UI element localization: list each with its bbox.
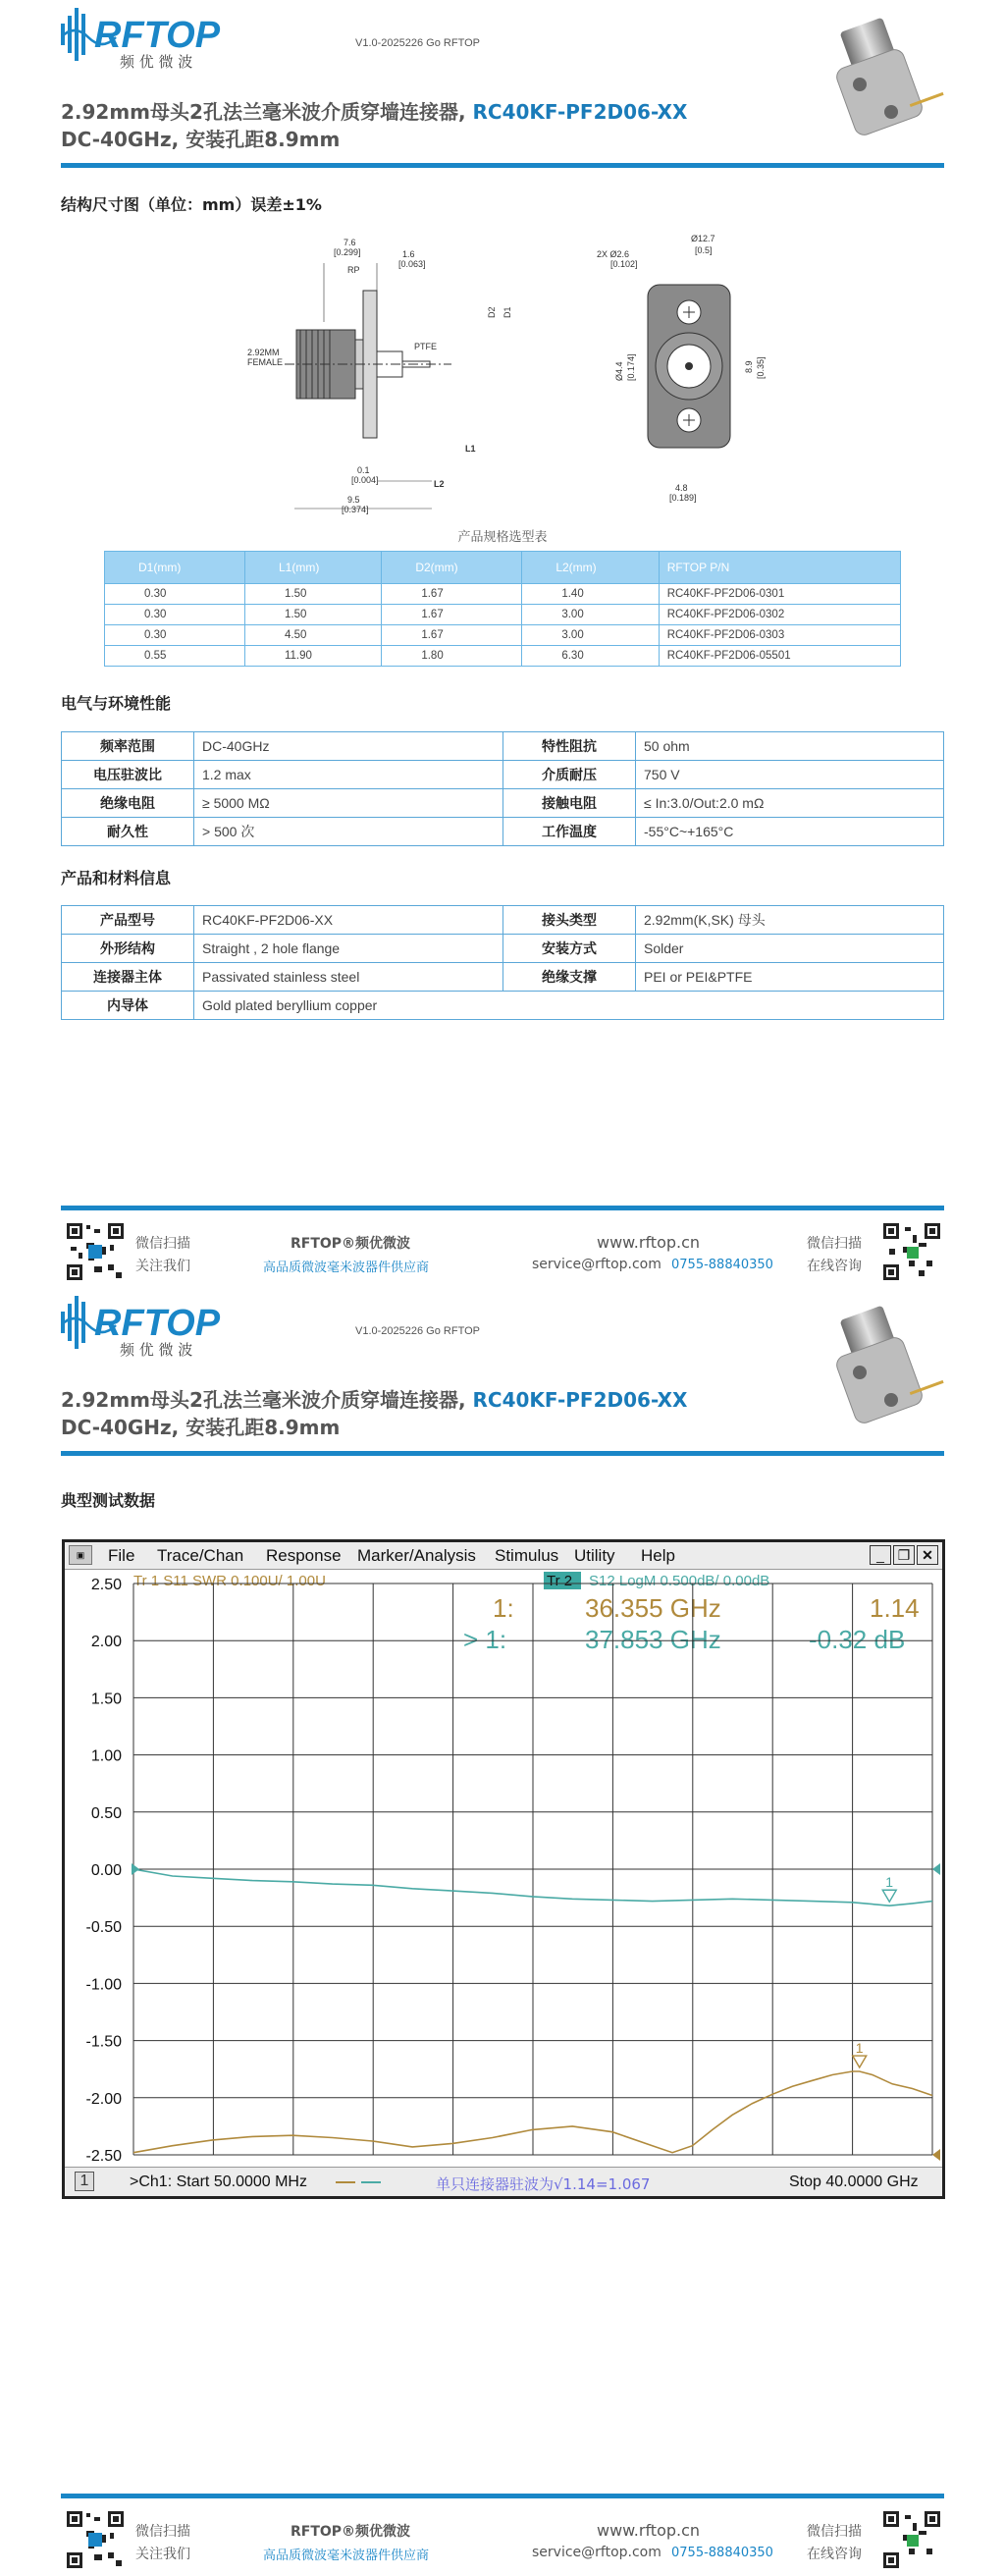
table-cell: 1.2 max [194,761,503,789]
table-cell: 1.40 [522,584,659,605]
table-cell: 6.30 [522,646,659,667]
footer-wechat-scan-right: 微信扫描 [807,2524,862,2540]
materials-table [61,905,944,1020]
table-cell: DC-40GHz [194,732,503,761]
footer-divider [61,2494,944,2498]
table-cell: 内导体 [62,992,194,1020]
table-cell: ≤ In:3.0/Out:2.0 mΩ [636,789,944,818]
dim-label: [0.174] [626,353,636,381]
table-row [62,992,944,1020]
table-cell: Passivated stainless steel [194,963,503,992]
dim-label: [0.063] [398,259,426,269]
electrical-table [61,731,944,846]
dim-label: [0.35] [756,356,766,379]
vna-screenshot [62,1539,945,2199]
table-cell: 1.50 [244,605,381,625]
table-cell: 2.92mm(K,SK) 母头 [636,906,944,935]
footer-wechat-scan-right: 微信扫描 [807,1236,862,1252]
table-cell: 4.50 [244,625,381,646]
column-header: RFTOP P/N [659,552,900,584]
footer-company: RFTOP®频优微波 [291,2524,411,2540]
brand-cn: 频 优 微 波 [120,1341,193,1359]
part-number: RC40KF-PF2D06-XX [472,100,688,124]
y-tick-label: -1.00 [85,1976,122,1994]
y-tick-label: 1.50 [90,1690,122,1708]
marker-1-freq: 36.355 GHz [585,1593,721,1623]
y-tick-label: -2.00 [85,2090,122,2108]
marker-triangle [853,2056,867,2067]
table-cell: 绝缘支撑 [503,963,636,992]
table-row [62,818,944,846]
vna-menu-file[interactable]: File [108,1546,135,1565]
footer-phone: 0755-88840350 [671,2546,773,2560]
y-tick-label: 1.00 [90,1747,122,1765]
reference-arrow [132,1863,139,1875]
product-image [822,1302,954,1429]
column-header: L1(mm) [244,552,381,584]
dim-label: FEMALE [247,357,284,367]
marker-1-label: 1: [493,1593,514,1623]
column-header: L2(mm) [522,552,659,584]
marker-2-value: -0.32 dB [809,1625,906,1654]
marker-triangle [882,1890,896,1902]
table-cell: 介质耐压 [503,761,636,789]
footer-follow-us: 关注我们 [135,2547,190,2562]
table-cell: 耐久性 [62,818,194,846]
footer-consult: 在线咨询 [807,2547,862,2562]
table-cell: 1.67 [382,584,522,605]
dim-label: [0.189] [669,493,697,503]
table-cell: 3.00 [522,625,659,646]
page-subtitle: DC-40GHz, 安装孔距8.9mm [61,1416,341,1439]
table-row [62,963,944,992]
table-row [105,646,901,667]
table-header-row [105,552,901,584]
start-frequency: >Ch1: Start 50.0000 MHz [130,2174,307,2190]
dim-label: PTFE [414,342,438,351]
table-row [105,625,901,646]
table-cell: 绝缘电阻 [62,789,194,818]
restore-icon[interactable]: ❐ [893,1545,915,1565]
product-image [822,14,954,141]
footer-divider [61,1206,944,1210]
status-note: 单只连接器驻波为√1.14=1.067 [436,2175,651,2193]
page-subtitle: DC-40GHz, 安装孔距8.9mm [61,128,341,151]
page-title: 2.92mm母头2孔法兰毫米波介质穿墙连接器, RC40KF-PF2D06-XX [61,100,688,124]
dim-label: 9.5 [347,495,360,505]
spec-table [104,551,901,667]
page-2 [0,1288,1005,2576]
stop-frequency: Stop 40.0000 GHz [789,2174,919,2190]
y-tick-label: 2.50 [90,1577,122,1593]
table-row [62,906,944,935]
header-divider [61,163,944,168]
qr-code-icon [65,1221,126,1282]
table-cell: 外形结构 [62,935,194,963]
dim-label: L2 [434,479,445,489]
footer-website-link[interactable]: www.rftop.cn [597,2521,701,2540]
vna-menu-response[interactable]: Response [266,1546,342,1565]
table-cell: RC40KF-PF2D06-0303 [659,625,900,646]
dim-label: [0.004] [351,475,379,485]
dim-label: Ø12.7 [691,234,715,243]
dim-label: D1 [502,306,512,318]
table-cell: 1.80 [382,646,522,667]
dim-label: 7.6 [344,238,356,247]
vna-menu-bar [65,1542,942,1570]
vna-chart [65,1570,942,2167]
dim-label: 1.6 [402,249,415,259]
part-number: RC40KF-PF2D06-XX [472,1388,688,1412]
footer-phone: 0755-88840350 [671,1258,773,1272]
vna-menu-stimulus[interactable]: Stimulus [495,1546,559,1565]
table-cell: 3.00 [522,605,659,625]
dim-label: [0.102] [610,259,638,269]
column-header: D1(mm) [105,552,245,584]
table-row [62,761,944,789]
reference-arrow [932,2149,940,2161]
footer-slogan: 高品质微波毫米波器件供应商 [263,1261,430,1275]
dimension-drawing [226,224,775,518]
table-cell: ≥ 5000 MΩ [194,789,503,818]
table-cell: 接触电阻 [503,789,636,818]
dim-label: D2 [487,306,497,318]
materials-heading: 产品和材料信息 [61,869,172,887]
table-cell: 工作温度 [503,818,636,846]
marker-2-freq: 37.853 GHz [585,1625,721,1654]
footer-wechat-scan: 微信扫描 [135,2524,190,2540]
trace-2-swatch [361,2181,381,2183]
brand-text: RFTOP [94,15,221,56]
page-title: 2.92mm母头2孔法兰毫米波介质穿墙连接器, RC40KF-PF2D06-XX [61,1388,688,1412]
rftop-logo [61,6,267,73]
brand-text: RFTOP [94,1303,221,1344]
test-heading: 典型测试数据 [61,1491,156,1510]
table-cell: Solder [636,935,944,963]
version-text: V1.0-2025226 Go RFTOP [355,37,480,49]
table-cell: 0.30 [105,625,245,646]
table-row [105,584,901,605]
y-tick-label: -0.50 [85,1919,122,1937]
dim-label: 0.1 [357,465,370,475]
minimize-icon[interactable]: _ [870,1545,891,1565]
table-cell: PEI or PEI&PTFE [636,963,944,992]
table-cell: 1.67 [382,625,522,646]
table-cell: 频率范围 [62,732,194,761]
vna-menu-help[interactable]: Help [641,1546,675,1565]
dim-label: L1 [465,444,476,454]
table-cell: 1.67 [382,605,522,625]
footer-slogan: 高品质微波毫米波器件供应商 [263,2549,430,2563]
y-tick-label: 2.00 [90,1634,122,1651]
y-tick-label: -2.50 [85,2148,122,2165]
channel-number[interactable]: 1 [75,2172,94,2191]
table-cell: 特性阻抗 [503,732,636,761]
vna-menu-marker-analysis[interactable]: Marker/Analysis [357,1546,476,1565]
footer-email-link[interactable]: service@rftop.com [532,2545,661,2560]
marker-number: 1 [855,2040,864,2057]
dim-label: 2X Ø2.6 [597,249,630,259]
table-cell: RC40KF-PF2D06-XX [194,906,503,935]
y-axis-ticks [86,1577,123,2165]
table-cell: 接头类型 [503,906,636,935]
table-cell: 安装方式 [503,935,636,963]
qr-code-icon [65,2509,126,2570]
qr-code-icon [881,2509,942,2570]
table-cell: 1.50 [244,584,381,605]
footer-follow-us: 关注我们 [135,1259,190,1274]
table-cell: RC40KF-PF2D06-0301 [659,584,900,605]
footer-email-link[interactable]: service@rftop.com [532,1257,661,1272]
table-cell: RC40KF-PF2D06-0302 [659,605,900,625]
drawing-heading: 结构尺寸图（单位：mm）误差±1% [61,195,322,214]
dim-label: 4.8 [675,483,688,493]
footer-wechat-scan: 微信扫描 [135,1236,190,1252]
table-cell: 电压驻波比 [62,761,194,789]
trace-2-label: S12 LogM 0.500dB/ 0.00dB [589,1573,770,1589]
header-divider [61,1451,944,1456]
marker-2-label: > 1: [463,1625,507,1654]
table-row [62,732,944,761]
vna-menu-trace-chan[interactable]: Trace/Chan [157,1546,244,1565]
close-icon[interactable]: ✕ [917,1545,938,1565]
table-row [62,789,944,818]
table-cell: 50 ohm [636,732,944,761]
y-tick-label: 0.00 [90,1862,122,1879]
footer-company: RFTOP®频优微波 [291,1236,411,1252]
column-header: D2(mm) [382,552,522,584]
spec-table-caption: 产品规格选型表 [457,530,548,545]
version-text: V1.0-2025226 Go RFTOP [355,1325,480,1337]
table-row [105,605,901,625]
trace-1-label: Tr 1 S11 SWR 0.100U/ 1.00U [133,1573,326,1589]
table-cell: 0.30 [105,605,245,625]
table-cell: 0.30 [105,584,245,605]
dim-label: Ø4.4 [614,361,624,381]
electrical-heading: 电气与环境性能 [61,694,172,713]
vna-status-bar [65,2167,942,2196]
dim-label: 8.9 [744,360,754,373]
footer-website-link[interactable]: www.rftop.cn [597,1233,701,1252]
y-tick-label: 0.50 [90,1804,122,1822]
chart-markers [132,1863,940,2161]
table-row [62,935,944,963]
marker-number: 1 [885,1874,894,1891]
table-cell: 连接器主体 [62,963,194,992]
table-cell: Gold plated beryllium copper [194,992,944,1020]
chart-grid [133,1583,932,2155]
dim-label: [0.299] [334,247,361,257]
trace-1-swatch [336,2181,355,2183]
table-cell: > 500 次 [194,818,503,846]
dim-label: RP [347,265,360,275]
vna-menu-utility[interactable]: Utility [574,1546,615,1565]
dim-label: [0.374] [342,505,369,514]
table-cell: RC40KF-PF2D06-05501 [659,646,900,667]
y-tick-label: -1.50 [85,2033,122,2051]
footer-consult: 在线咨询 [807,1259,862,1274]
table-cell: 0.55 [105,646,245,667]
dim-label: 2.92MM [247,348,280,357]
qr-code-icon [881,1221,942,1282]
table-cell: 750 V [636,761,944,789]
trace-2-tag: Tr 2 [547,1573,573,1589]
dim-label: [0.5] [695,245,713,255]
marker-1-value: 1.14 [870,1593,920,1623]
table-cell: 产品型号 [62,906,194,935]
brand-cn: 频 优 微 波 [120,53,193,71]
table-cell: 11.90 [244,646,381,667]
vna-app-icon: ▣ [69,1545,92,1565]
reference-arrow [932,1863,940,1875]
rftop-logo [61,1294,267,1361]
table-cell: Straight , 2 hole flange [194,935,503,963]
table-cell: -55°C~+165°C [636,818,944,846]
